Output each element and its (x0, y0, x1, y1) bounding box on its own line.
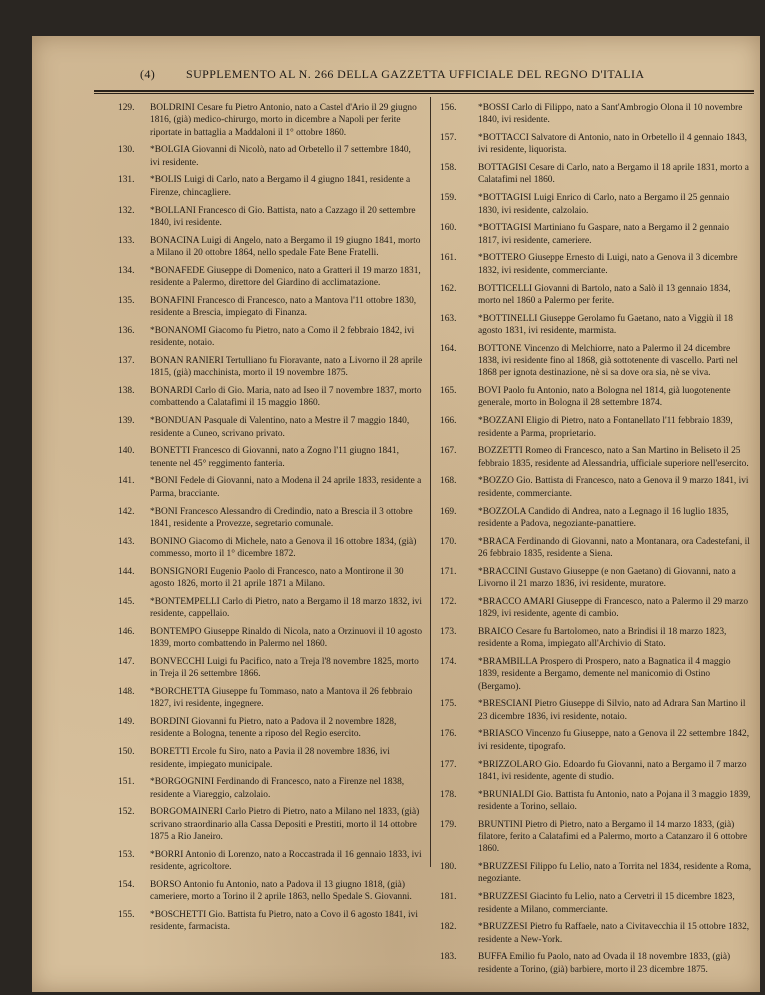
list-item (440, 222, 752, 247)
list-item (118, 265, 423, 290)
entry-number: 140. (118, 446, 135, 457)
list-item (440, 921, 752, 946)
list-item (440, 102, 752, 127)
entry-number: 155. (118, 910, 135, 921)
entry-text: *BRUZZESI Pietro fu Raffaele, nato a Civitavecchia il 15 ottobre 1832, residente a New-York. (478, 922, 750, 945)
entry-text: BONINO Giacomo di Michele, nato a Genova il 16 ottobre 1834, (già) commesso, morto il 1° dicembre 1872. (150, 536, 417, 559)
entry-text: *BOTTERO Giuseppe Ernesto di Luigi, nato a Genova il 3 dicembre 1832, ivi residente, commerciante. (478, 253, 738, 276)
list-item (440, 861, 752, 886)
entry-number: 171. (440, 566, 457, 577)
entry-text: BRAICO Cesare fu Bartolomeo, nato a Brindisi il 18 marzo 1823, residente a Roma, impiegato all'Archivio di Stato. (478, 626, 727, 650)
list-item (440, 951, 752, 976)
list-item (440, 475, 752, 500)
entry-number: 137. (118, 356, 135, 367)
entry-number: 132. (118, 205, 135, 216)
entry-number: 157. (440, 133, 457, 144)
list-item (440, 162, 752, 187)
entry-number: 165. (440, 386, 457, 397)
entry-number: 142. (118, 506, 135, 517)
list-item (440, 759, 752, 784)
entry-number: 150. (118, 747, 135, 758)
list-item (440, 698, 752, 723)
entry-number: 169. (440, 506, 457, 517)
list-item (440, 891, 752, 916)
entry-text: BORGOMAINERI Carlo Pietro di Pietro, nato a Milano nel 1833, (già) scrivano straordinario alla Cassa Depositi e Prestiti, morto il 14 ottobre 1875 a Rio Janeiro. (150, 807, 420, 843)
list-item (440, 596, 752, 621)
list-item (118, 596, 423, 621)
entry-text: *BOLGIA Giovanni di Nicolò, nato ad Orbetello il 7 settembre 1840, ivi residente. (150, 145, 411, 168)
entry-number: 180. (440, 862, 457, 873)
entry-number: 174. (440, 656, 457, 667)
page-header (140, 67, 760, 85)
list-item (118, 849, 423, 874)
entry-number: 148. (118, 687, 135, 698)
list-item (118, 806, 423, 843)
entry-text: *BOTTAGISI Luigi Enrico di Carlo, nato a Bergamo il 25 gennaio 1830, ivi residente, calzolaio. (478, 193, 730, 216)
header-rule (94, 90, 754, 92)
entry-text: BORDINI Giovanni fu Pietro, nato a Padova il 2 novembre 1828, residente a Bologna, tenente a riposo del Regio esercito. (150, 717, 397, 740)
entry-number: 149. (118, 717, 135, 728)
entry-number: 141. (118, 476, 135, 487)
entry-number: 158. (440, 163, 457, 174)
list-item (440, 283, 752, 308)
entry-text: BOTTICELLI Giovanni di Bartolo, nato a Salò il 13 gennaio 1834, morto nel 1860 a Palermo per ferite. (478, 283, 731, 306)
list-item (118, 385, 423, 410)
entry-number: 162. (440, 283, 457, 294)
list-item (118, 355, 423, 380)
list-item (118, 506, 423, 531)
list-item (118, 144, 423, 169)
list-item (118, 325, 423, 350)
entry-text: BONTEMPO Giuseppe Rinaldo di Nicola, nato a Orzinuovi il 10 agosto 1839, morto combattendo in Palermo nel 1860. (150, 626, 423, 650)
header-rule-thin (94, 93, 754, 94)
entry-text: BONAN RANIERI Tertulliano fu Fioravante, nato a Livorno il 28 aprile 1815, (già) macchinista, morto il 19 novembre 1875. (150, 356, 423, 379)
entry-text: BOLDRINI Cesare fu Pietro Antonio, nato a Castel d'Ario il 29 giugno 1816, (già) medico-chirurgo, morto in dicembre a Napoli per ferite riportate in battaglia a Maddaloni il 1° ottobre 1860. (150, 103, 417, 138)
entry-text: *BONDUAN Pasquale di Valentino, nato a Mestre il 7 maggio 1840, residente a Cuneo, scrivano privato. (150, 416, 410, 439)
entry-text: *BONANOMI Giacomo fu Pietro, nato a Como il 2 febbraio 1842, ivi residente, notaio. (150, 325, 415, 349)
entry-text: *BOZZANI Eligio di Pietro, nato a Fontanellato l'11 febbraio 1839, residente a Parma, proprietario. (478, 416, 733, 439)
list-item (440, 343, 752, 380)
entry-text: BOVI Paolo fu Antonio, nato a Bologna nel 1814, già luogotenente generale, morto in Bologna il 28 settembre 1874. (478, 386, 731, 409)
entry-number: 135. (118, 295, 135, 306)
list-item (118, 909, 423, 934)
list-item (440, 415, 752, 440)
entry-number: 176. (440, 729, 457, 740)
entry-number: 130. (118, 145, 135, 156)
entry-text: *BOTTINELLI Giuseppe Gerolamo fu Gaetano, nato a Viggiù il 18 agosto 1831, ivi residente, marmista. (478, 313, 733, 336)
list-item (118, 776, 423, 801)
entry-number: 173. (440, 626, 457, 637)
entry-number: 152. (118, 807, 135, 818)
list-item (118, 746, 423, 771)
list-item (118, 536, 423, 561)
entry-text: *BRUZZESI Giacinto fu Lelio, nato a Cervetri il 15 dicembre 1823, residente a Milano, commerciante. (478, 892, 735, 915)
entry-text: *BONI Francesco Alessandro di Credindio, nato a Brescia il 3 ottobre 1841, residente a Provezze, segretario comunale. (150, 506, 413, 529)
entry-text: BONARDI Carlo di Gio. Maria, nato ad Iseo il 7 novembre 1837, morto combattendo a Calatafimi il 15 maggio 1860. (150, 386, 422, 409)
list-item (118, 475, 423, 500)
entry-text: BRUNTINI Pietro di Pietro, nato a Bergamo il 14 marzo 1833, (già) filatore, ferito a Calatafimi ed a Palermo, morto a Catanzaro il 6 ottobre 1860. (478, 819, 748, 855)
list-item (118, 879, 423, 904)
list-item (440, 132, 752, 157)
page-number: (4) (140, 67, 156, 81)
entry-number: 177. (440, 759, 457, 770)
list-item (118, 656, 423, 681)
entry-number: 156. (440, 103, 457, 113)
entry-text: BONVECCHI Luigi fu Pacifico, nato a Treja l'8 novembre 1825, morto in Treja il 26 settembre 1866. (150, 656, 419, 680)
entry-text: *BRACCO AMARI Giuseppe di Francesco, nato a Palermo il 29 marzo 1829, ivi residente, agente di cambio. (478, 596, 749, 620)
entry-text: *BOTTAGISI Martiniano fu Gaspare, nato a Bergamo il 2 gennaio 1817, ivi residente, cameriere. (478, 223, 730, 246)
entry-text: *BONAFEDE Giuseppe di Domenico, nato a Gratteri il 19 marzo 1831, residente a Palermo, direttore del Giardino di acclimatazione. (150, 265, 421, 289)
list-item (118, 235, 423, 260)
entry-number: 139. (118, 416, 135, 427)
list-item (440, 252, 752, 277)
list-item (118, 566, 423, 591)
entry-text: BOTTAGISI Cesare di Carlo, nato a Bergamo il 18 aprile 1831, morto a Calatafimi nel 1860. (478, 163, 749, 186)
entry-number: 154. (118, 879, 135, 890)
entry-number: 145. (118, 596, 135, 607)
entry-number: 147. (118, 656, 135, 667)
entry-number: 161. (440, 253, 457, 264)
entry-text: *BORCHETTA Giuseppe fu Tommaso, nato a Mantova il 26 febbraio 1827, ivi residente, ingegnere. (150, 687, 413, 710)
entry-text: *BOSCHETTI Gio. Battista fu Pietro, nato a Covo il 6 agosto 1841, ivi residente, farmacista. (150, 910, 418, 933)
entry-text: *BOLLANI Francesco di Gio. Battista, nato a Cazzago il 20 settembre 1840, ivi residente. (150, 205, 416, 228)
list-item (118, 102, 423, 139)
entry-number: 129. (118, 103, 135, 113)
entry-text: *BOZZO Gio. Battista di Francesco, nato a Genova il 9 marzo 1841, ivi residente, commerciante. (478, 476, 749, 499)
entry-number: 138. (118, 386, 135, 397)
entry-text: *BOSSI Carlo di Filippo, nato a Sant'Ambrogio Olona il 10 novembre 1840, ivi residente. (478, 103, 743, 126)
list-item (440, 819, 752, 856)
list-item (440, 506, 752, 531)
entry-number: 183. (440, 952, 457, 963)
entry-number: 159. (440, 193, 457, 204)
entry-number: 181. (440, 892, 457, 903)
entry-number: 134. (118, 265, 135, 276)
list-item (118, 716, 423, 741)
entry-text: *BRACA Ferdinando di Giovanni, nato a Montanara, ora Cadestefani, il 26 febbraio 1835, residente a Siena. (478, 536, 750, 559)
list-item (440, 385, 752, 410)
entry-number: 170. (440, 536, 457, 547)
list-item (440, 445, 752, 470)
entry-text: *BRUNIALDI Gio. Battista fu Antonio, nato a Pojana il 3 maggio 1839, residente a Torino, sellaio. (478, 789, 751, 812)
entry-text: *BOTTACCI Salvatore di Antonio, nato in Orbetello il 4 gennaio 1843, ivi residente, liquorista. (478, 133, 748, 156)
entry-number: 167. (440, 446, 457, 457)
list-item (118, 626, 423, 651)
entry-text: *BRESCIANI Pietro Giuseppe di Silvio, nato ad Adrara San Martino il 23 dicembre 1836, ivi residente, notaio. (478, 699, 746, 722)
entry-number: 168. (440, 476, 457, 487)
list-item (440, 626, 752, 651)
entry-number: 131. (118, 175, 135, 186)
entry-text: BORSO Antonio fu Antonio, nato a Padova il 13 giugno 1818, (già) cameriere, morto a Torino il 2 aprile 1863, nello Spedale S. Giovanni. (150, 879, 412, 903)
list-item (440, 313, 752, 338)
list-item (118, 205, 423, 230)
entry-text: BONACINA Luigi di Angelo, nato a Bergamo il 19 giugno 1841, morto a Milano il 20 ottobre 1864, nello spedale Fate Bene Fratelli. (150, 235, 421, 258)
entry-text: *BRIZZOLARO Gio. Edoardo fu Giovanni, nato a Bergamo il 7 marzo 1841, ivi residente, agente di studio. (478, 759, 747, 782)
entry-number: 144. (118, 566, 135, 577)
column-divider (430, 97, 431, 867)
entry-text: *BRAMBILLA Prospero di Prospero, nato a Bagnatica il 4 maggio 1839, residente a Bergamo, demente nel manicomio di Ostino (Bergamo). (478, 656, 731, 692)
right-column (440, 102, 752, 982)
entry-text: BUFFA Emilio fu Paolo, nato ad Ovada il 18 novembre 1833, (già) residente a Torino, (già) barbiere, morto il 23 dicembre 1875. (478, 952, 731, 975)
entry-text: *BOLIS Luigi di Carlo, nato a Bergamo il 4 giugno 1841, residente a Firenze, chincagliere. (150, 175, 411, 198)
entry-text: BOTTONE Vincenzo di Melchiorre, nato a Palermo il 24 dicembre 1838, ivi residente fino al 1868, già sottotenente di vascello. Partì nel 1868 per ignota destinazione, nè si sa dove ora sia, nè se viva. (478, 343, 738, 379)
entry-number: 153. (118, 849, 135, 860)
entry-text: *BORGOGNINI Ferdinando di Francesco, nato a Firenze nel 1838, residente a Viareggio, calzolaio. (150, 777, 405, 800)
list-item (440, 192, 752, 217)
header-title: SUPPLEMENTO AL N. 266 DELLA GAZZETTA UFFICIALE DEL REGNO D'ITALIA (186, 67, 645, 81)
entry-text: BORETTI Ercole fu Siro, nato a Pavia il 28 novembre 1836, ivi residente, impiegato municipale. (150, 747, 390, 770)
entry-text: *BOZZOLA Candido di Andrea, nato a Legnago il 16 luglio 1835, residente a Padova, negoziante-panattiere. (478, 506, 729, 529)
entry-number: 166. (440, 416, 457, 427)
entry-text: BONETTI Francesco di Giovanni, nato a Zogno l'11 giugno 1841, tenente nel 45° reggimento fanteria. (150, 446, 399, 469)
entry-text: BONAFINI Francesco di Francesco, nato a Mantova l'11 ottobre 1830, residente a Brescia, impiegato di Finanza. (150, 295, 417, 319)
entry-number: 163. (440, 313, 457, 324)
list-item (440, 566, 752, 591)
entry-number: 160. (440, 223, 457, 234)
entry-number: 175. (440, 699, 457, 710)
entry-number: 146. (118, 626, 135, 637)
entry-text: *BRUZZESI Filippo fu Lelio, nato a Torrita nel 1834, residente a Roma, negoziante. (478, 862, 752, 885)
list-item (440, 728, 752, 753)
entry-text: *BRACCINI Gustavo Giuseppe (e non Gaetano) di Giovanni, nato a Livorno il 21 marzo 1836, ivi residente, muratore. (478, 566, 736, 589)
entry-number: 182. (440, 922, 457, 933)
entry-text: BONSIGNORI Eugenio Paolo di Francesco, nato a Montirone il 30 agosto 1826, morto il 21 aprile 1871 a Milano. (150, 566, 404, 589)
list-item (118, 686, 423, 711)
list-item (118, 295, 423, 320)
entry-text: BOZZETTI Romeo di Francesco, nato a San Martino in Beliseto il 25 febbraio 1835, residente ad Alessandria, ufficiale superiore nell'esercito. (478, 446, 749, 469)
list-item (440, 656, 752, 693)
entry-number: 164. (440, 343, 457, 354)
entry-number: 179. (440, 819, 457, 830)
entry-number: 133. (118, 235, 135, 246)
entry-text: *BONI Fedele di Giovanni, nato a Modena il 24 aprile 1833, residente a Parma, bracciante. (150, 476, 422, 499)
list-item (440, 789, 752, 814)
entry-number: 136. (118, 325, 135, 336)
list-item (118, 415, 423, 440)
list-item (118, 174, 423, 199)
entry-number: 143. (118, 536, 135, 547)
entry-text: *BONTEMPELLI Carlo di Pietro, nato a Bergamo il 18 marzo 1832, ivi residente, cappellaio. (150, 596, 422, 620)
list-item (118, 445, 423, 470)
entry-text: *BRIASCO Vincenzo fu Giuseppe, nato a Genova il 22 settembre 1842, ivi residente, tipografo. (478, 729, 750, 752)
entry-number: 178. (440, 789, 457, 800)
list-item (440, 536, 752, 561)
entry-number: 172. (440, 596, 457, 607)
entry-text: *BORRI Antonio di Lorenzo, nato a Roccastrada il 16 gennaio 1833, ivi residente, agricoltore. (150, 849, 422, 873)
entry-number: 151. (118, 777, 135, 788)
left-column (118, 102, 423, 939)
